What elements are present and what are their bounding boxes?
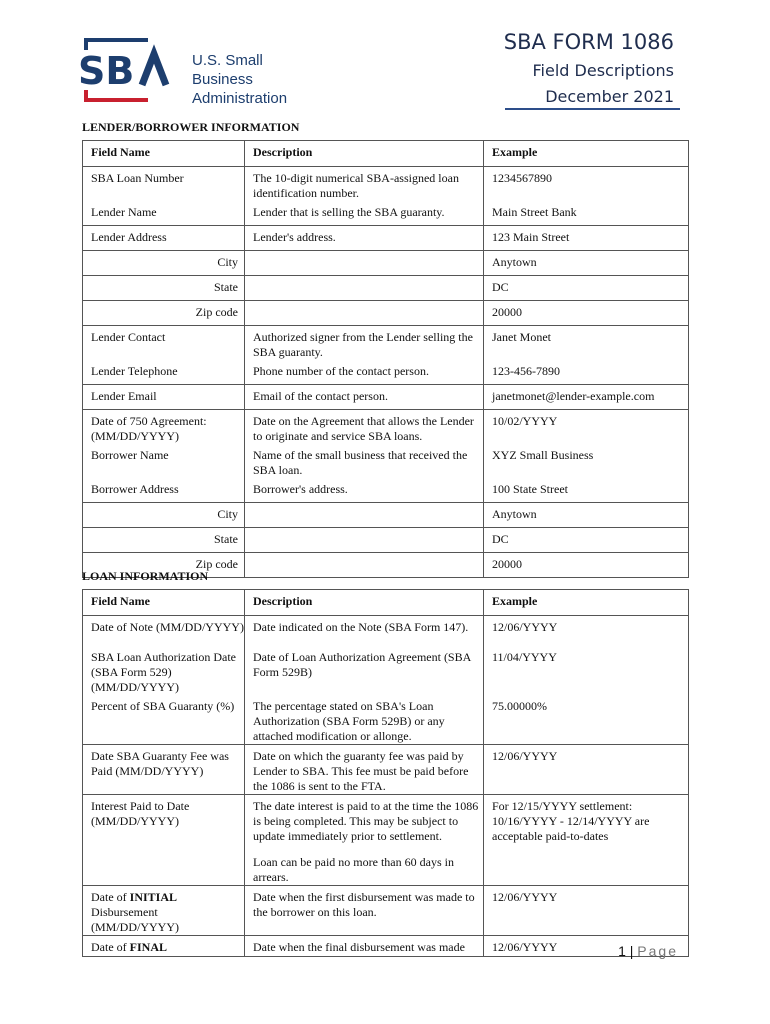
description-cell: The 10-digit numerical SBA-assigned loan identification number.: [245, 167, 484, 202]
example-cell: 20000: [484, 553, 689, 578]
form-title: SBA FORM 1086: [503, 30, 674, 54]
field-name-cell: Lender Contact: [83, 326, 245, 361]
description-cell: Date when the final disbursement was made: [245, 936, 484, 957]
field-name-cell: Date of FINAL: [83, 936, 245, 957]
page-separator: |: [629, 943, 634, 959]
org-name-line1: U.S. Small Business: [192, 52, 263, 88]
example-cell: 12/06/YYYY: [484, 886, 689, 936]
form-date: December 2021: [545, 87, 674, 106]
form-header: [504, 28, 674, 110]
field-name-cell: Zip code: [83, 301, 245, 326]
field-name-cell: Date SBA Guaranty Fee was Paid (MM/DD/YYYY): [83, 745, 245, 795]
example-cell: 75.00000%: [484, 695, 689, 745]
table-row: [83, 226, 689, 251]
field-name-cell: Interest Paid to Date (MM/DD/YYYY): [83, 795, 245, 856]
description-cell: [245, 251, 484, 276]
table-header-row: [83, 141, 689, 167]
example-cell: 10/02/YYYY: [484, 410, 689, 445]
description-cell: Name of the small business that received the SBA loan.: [245, 444, 484, 478]
description-cell: [245, 553, 484, 578]
field-name-cell: Lender Address: [83, 226, 245, 251]
field-name-cell: SBA Loan Number: [83, 167, 245, 202]
field-name-cell: Date of INITIAL Disbursement (MM/DD/YYYY): [83, 886, 245, 936]
example-cell: Main Street Bank: [484, 201, 689, 226]
example-cell: Janet Monet: [484, 326, 689, 361]
table-row: [83, 855, 689, 886]
loan-section-title: LOAN INFORMATION: [82, 569, 209, 583]
description-cell: Email of the contact person.: [245, 385, 484, 410]
table-row: [83, 745, 689, 795]
sba-logo-mark: [76, 38, 186, 104]
description-cell: Lender that is selling the SBA guaranty.: [245, 201, 484, 226]
table-row: [83, 695, 689, 745]
description-cell: The percentage stated on SBA's Loan Authorization (SBA Form 529B) or any attached modification or allonge.: [245, 695, 484, 745]
table-row: [83, 503, 689, 528]
table-row: [83, 936, 689, 957]
column-header: Example: [484, 590, 689, 616]
example-cell: XYZ Small Business: [484, 444, 689, 478]
lender-borrower-table: [82, 140, 689, 578]
field-name-cell: Borrower Address: [83, 478, 245, 503]
example-cell: 12/06/YYYY: [484, 745, 689, 795]
description-cell: Phone number of the contact person.: [245, 360, 484, 385]
description-cell: Date of Loan Authorization Agreement (SBA Form 529B): [245, 646, 484, 695]
form-subtitle: Field Descriptions: [532, 61, 674, 80]
description-cell: Date on which the guaranty fee was paid by Lender to SBA. This fee must be paid before the 1086 is sent to the FTA.: [245, 745, 484, 795]
example-cell: 123-456-7890: [484, 360, 689, 385]
table-row: [83, 795, 689, 856]
field-name-cell: Borrower Name: [83, 444, 245, 478]
field-name-cell: SBA Loan Authorization Date (SBA Form 529) (MM/DD/YYYY): [83, 646, 245, 695]
table-row: [83, 646, 689, 695]
example-cell: Anytown: [484, 251, 689, 276]
field-name-cell: [83, 855, 245, 886]
table-row: [83, 444, 689, 478]
field-name-cell: City: [83, 251, 245, 276]
table-row: [83, 528, 689, 553]
example-cell: 12/06/YYYY: [484, 936, 689, 957]
field-name-cell: Date of 750 Agreement: (MM/DD/YYYY): [83, 410, 245, 445]
svg-text:SB: SB: [78, 49, 135, 93]
example-cell: janetmonet@lender-example.com: [484, 385, 689, 410]
description-cell: Lender's address.: [245, 226, 484, 251]
header-divider: [505, 108, 680, 110]
column-header: Field Name: [83, 590, 245, 616]
table-header-row: [83, 590, 689, 616]
table-row: [83, 410, 689, 445]
column-header: Description: [245, 141, 484, 167]
description-cell: The date interest is paid to at the time the 1086 is being completed. This may be subject to update immediately prior to settlement.: [245, 795, 484, 856]
table-row: [83, 167, 689, 202]
column-header: Description: [245, 590, 484, 616]
example-cell: [484, 855, 689, 886]
table-row: [83, 385, 689, 410]
field-name-cell: Lender Telephone: [83, 360, 245, 385]
description-cell: [245, 528, 484, 553]
org-name-line2: Administration: [192, 90, 288, 107]
column-header: Field Name: [83, 141, 245, 167]
table-row: [83, 360, 689, 385]
loan-information-table: [82, 589, 689, 957]
table-row: [83, 478, 689, 503]
sba-logo: [76, 38, 316, 107]
example-cell: 11/04/YYYY: [484, 646, 689, 695]
example-cell: 1234567890: [484, 167, 689, 202]
example-cell: DC: [484, 528, 689, 553]
table-row: [83, 616, 689, 647]
field-name-cell: Zip code: [83, 553, 245, 578]
field-name-cell: Lender Email: [83, 385, 245, 410]
example-cell: 100 State Street: [484, 478, 689, 503]
field-name-cell: City: [83, 503, 245, 528]
field-name-cell: Lender Name: [83, 201, 245, 226]
example-cell: 123 Main Street: [484, 226, 689, 251]
field-name-cell: State: [83, 528, 245, 553]
description-cell: Loan can be paid no more than 60 days in arrears.: [245, 855, 484, 886]
lender-section-title: LENDER/BORROWER INFORMATION: [82, 120, 300, 134]
description-cell: [245, 301, 484, 326]
page-label: Page: [637, 943, 678, 959]
description-cell: [245, 276, 484, 301]
table-row: [83, 201, 689, 226]
description-cell: Date indicated on the Note (SBA Form 147).: [245, 616, 484, 647]
example-cell: 20000: [484, 301, 689, 326]
table-row: [83, 251, 689, 276]
field-name-cell: State: [83, 276, 245, 301]
example-cell: Anytown: [484, 503, 689, 528]
table-row: [83, 276, 689, 301]
table-row: [83, 301, 689, 326]
example-cell: DC: [484, 276, 689, 301]
table-row: [83, 326, 689, 361]
field-name-cell: Date of Note (MM/DD/YYYY): [83, 616, 245, 647]
description-cell: Date on the Agreement that allows the Lender to originate and service SBA loans.: [245, 410, 484, 445]
page-footer: [618, 943, 678, 959]
example-cell: 12/06/YYYY: [484, 616, 689, 647]
description-cell: [245, 503, 484, 528]
column-header: Example: [484, 141, 689, 167]
table-row: [83, 886, 689, 936]
page-number: 1: [618, 943, 626, 959]
description-cell: Date when the first disbursement was made to the borrower on this loan.: [245, 886, 484, 936]
example-cell: For 12/15/YYYY settlement: 10/16/YYYY - 12/14/YYYY are acceptable paid-to-dates: [484, 795, 689, 856]
description-cell: Authorized signer from the Lender selling the SBA guaranty.: [245, 326, 484, 361]
field-name-cell: Percent of SBA Guaranty (%): [83, 695, 245, 745]
description-cell: Borrower's address.: [245, 478, 484, 503]
